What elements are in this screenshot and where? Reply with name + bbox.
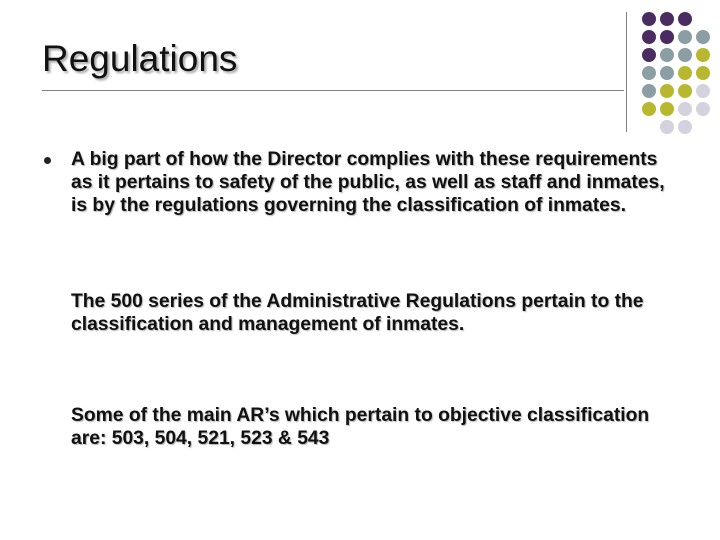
decor-dot bbox=[678, 12, 692, 26]
decor-dot bbox=[642, 84, 656, 98]
decor-dot bbox=[696, 66, 710, 80]
decor-dot bbox=[660, 30, 674, 44]
decor-dot bbox=[660, 66, 674, 80]
slide-title: Regulations bbox=[42, 38, 238, 79]
decor-dot bbox=[660, 120, 674, 134]
decor-dot bbox=[696, 48, 710, 62]
decor-dot bbox=[678, 66, 692, 80]
body-paragraph-1: A big part of how the Director complies with these requirements as it pertains to safety of the public, as well as staff and inmates, is by the regulations governing the classification of inmates. bbox=[71, 149, 665, 216]
decor-dot bbox=[642, 102, 656, 116]
bullet-icon bbox=[44, 157, 51, 164]
decor-dot bbox=[678, 30, 692, 44]
decor-dot bbox=[642, 12, 656, 26]
decor-dot bbox=[660, 48, 674, 62]
decor-dot bbox=[678, 84, 692, 98]
decor-dot bbox=[642, 30, 656, 44]
decor-dot bbox=[660, 12, 674, 26]
decor-dot bbox=[678, 120, 692, 134]
decor-dot bbox=[678, 102, 692, 116]
decorative-dot-grid bbox=[0, 0, 720, 140]
decor-dot bbox=[696, 84, 710, 98]
decor-dot bbox=[678, 48, 692, 62]
body-paragraph-3: Some of the main AR’s which pertain to objective classification are: 503, 504, 521, 523 & 543 bbox=[71, 405, 650, 449]
decor-dot bbox=[660, 84, 674, 98]
decor-dot bbox=[660, 102, 674, 116]
decor-dot bbox=[696, 102, 710, 116]
decor-dot bbox=[642, 66, 656, 80]
decor-dot bbox=[696, 30, 710, 44]
body-paragraph-2: The 500 series of the Administrative Regulations pertain to the classification and management of inmates. bbox=[71, 291, 644, 335]
decor-dot bbox=[642, 48, 656, 62]
